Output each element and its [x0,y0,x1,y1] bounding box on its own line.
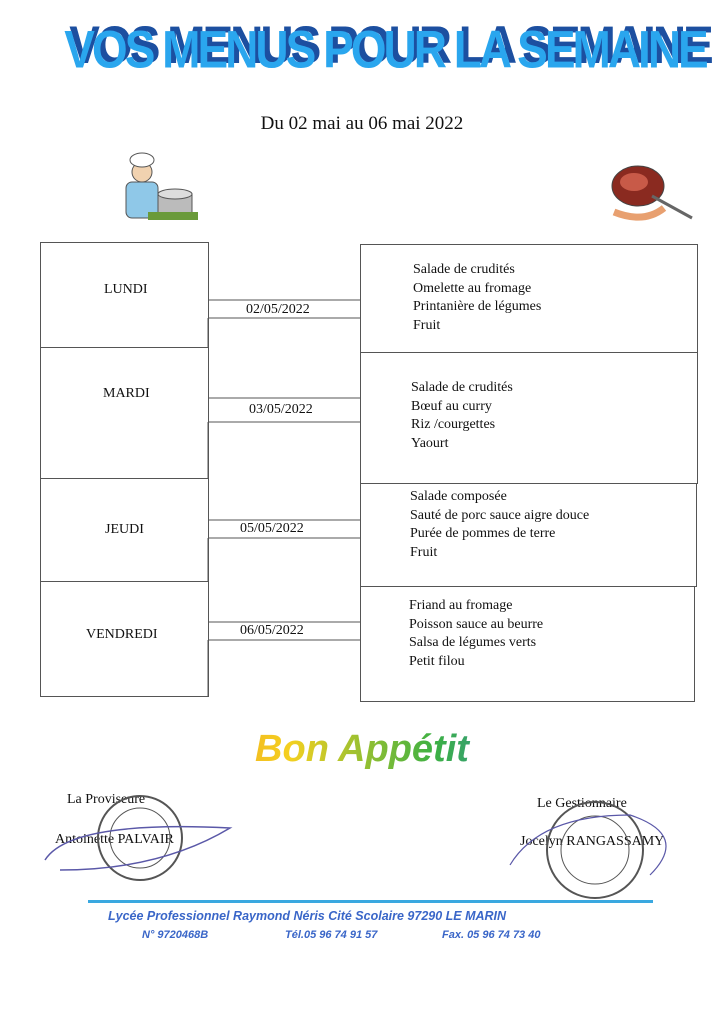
footer-divider [88,900,653,903]
menu-item: Printanière de légumes [413,299,542,314]
menu-item: Poisson sauce au beurre [409,616,544,632]
menu-item: Salade de crudités [411,380,513,395]
day-date: 02/05/2022 [246,302,310,317]
day-label: MARDI [103,386,150,401]
bon-appetit-banner: Bon Appétit [0,728,724,771]
school-address: Lycée Professionnel Raymond Néris Cité Scolaire 97290 LE MARIN [108,909,507,923]
left-signatory-name: Antoinette PALVAIR [55,832,174,847]
day-date: 03/05/2022 [249,402,313,417]
menu-list [413,261,541,335]
day-box [40,347,209,479]
menu-item: Riz /courgettes [411,417,496,432]
menu-item: Friand au fromage [409,598,513,613]
week-period: Du 02 mai au 06 mai 2022 [260,113,464,134]
day-label: VENDREDI [86,627,158,642]
school-fax: Fax. 05 96 74 73 40 [442,929,541,941]
menu-item: Salsa de légumes verts [409,635,537,650]
menu-item: Salade composée [410,489,507,504]
menu-item: Omelette au fromage [413,280,532,296]
menu-list [411,379,513,453]
menu-item: Petit filou [409,653,465,669]
right-stamp-signature-icon [500,795,700,905]
menu-item: Sauté de porc sauce aigre douce [410,507,590,523]
school-number: N° 9720468B [142,929,209,941]
menu-item: Purée de pommes de terre [410,526,556,541]
day-label: JEUDI [105,522,144,537]
day-date: 06/05/2022 [240,623,304,638]
menu-item: Yaourt [411,435,449,451]
left-stamp-signature-icon [40,790,240,890]
day-label: LUNDI [104,282,148,297]
menu-item: Bœuf au curry [411,398,492,414]
menu-item: Salade de crudités [413,262,515,277]
right-signatory-role: Le Gestionnaire [537,796,627,811]
menu-item: Fruit [413,317,441,333]
page-title: VOS MENUS POUR LA SEMAINE [64,19,706,79]
menu-list [410,488,589,562]
menu-list [409,597,543,671]
menu-item: Fruit [410,544,438,560]
school-phone: Tél.05 96 74 91 57 [285,929,378,941]
right-signatory-name: Jocelyn RANGASSAMY [520,834,665,849]
left-signatory-role: La Proviseure [67,792,146,807]
day-date: 05/05/2022 [240,521,304,536]
